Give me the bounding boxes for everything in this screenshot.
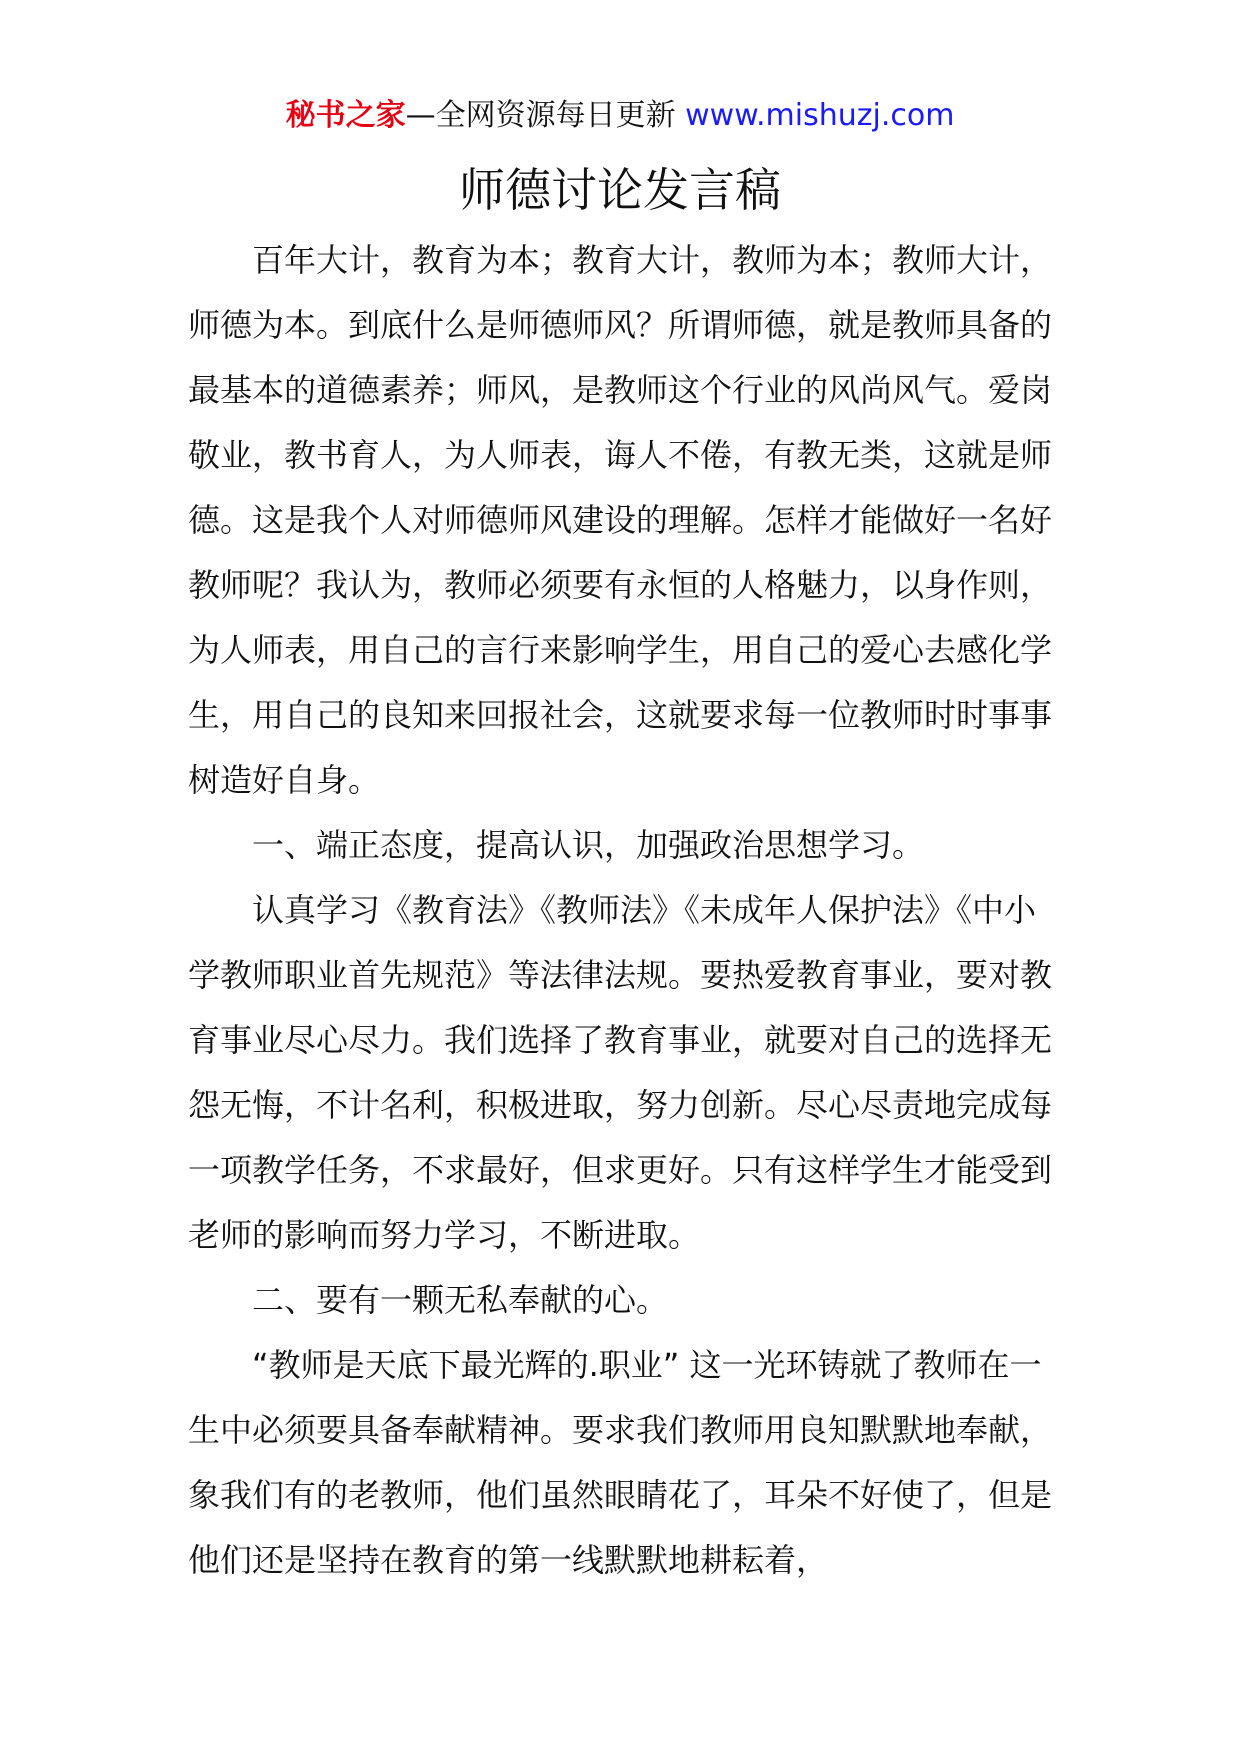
site-tagline: —全网资源每日更新 [405,98,676,133]
paragraph-section-2: “教师是天底下最光辉的.职业” 这一光环铸就了教师在一生中必须要具备奉献精神。要求我们教师用良知默默地奉献，象我们有的老教师，他们虽然眼睛花了，耳朵不好使了，但是他们还是坚持在教育的第一线默默地耕耘着， [188,1346,1053,1579]
site-url-link[interactable]: www.mishuzj.com [685,98,955,133]
document-title: 师德讨论发言稿 [459,163,781,217]
brand-name: 秘书之家 [285,98,406,133]
paragraph-intro: 百年大计，教育为本；教育大计，教师为本；教师大计，师德为本。到底什么是师德师风？所谓师德，就是教师具备的最基本的道德素养；师风，是教师这个行业的风尚风气。爱岗敬业，教书育人，为人师表，诲人不倦，有教无类，这就是师德。这是我个人对师德师风建设的理解。怎样才能做好一名好教师呢？我认为，教师必须要有永恒的人格魅力，以身作则，为人师表，用自己的言行来影响学生，用自己的爱心去感化学生，用自己的良知来回报社会，这就要求每一位教师时时事事树造好自身。 [188,241,1053,799]
section-heading-1: 一、端正态度，提高认识，加强政治思想学习。 [252,826,925,864]
section-heading-2: 二、要有一颗无私奉献的心。 [252,1281,669,1319]
paragraph-section-1: 认真学习《教育法》《教师法》《未成年人保护法》《中小学教师职业首先规范》等法律法规。要热爱教育事业，要对教育事业尽心尽力。我们选择了教育事业，就要对自己的选择无怨无悔，不计名利，积极进取，努力创新。尽心尽责地完成每一项教学任务，不求最好，但求更好。只有这样学生才能受到老师的影响而努力学习，不断进取。 [188,891,1053,1254]
site-header [0,96,1240,136]
document-body [188,228,1058,1593]
